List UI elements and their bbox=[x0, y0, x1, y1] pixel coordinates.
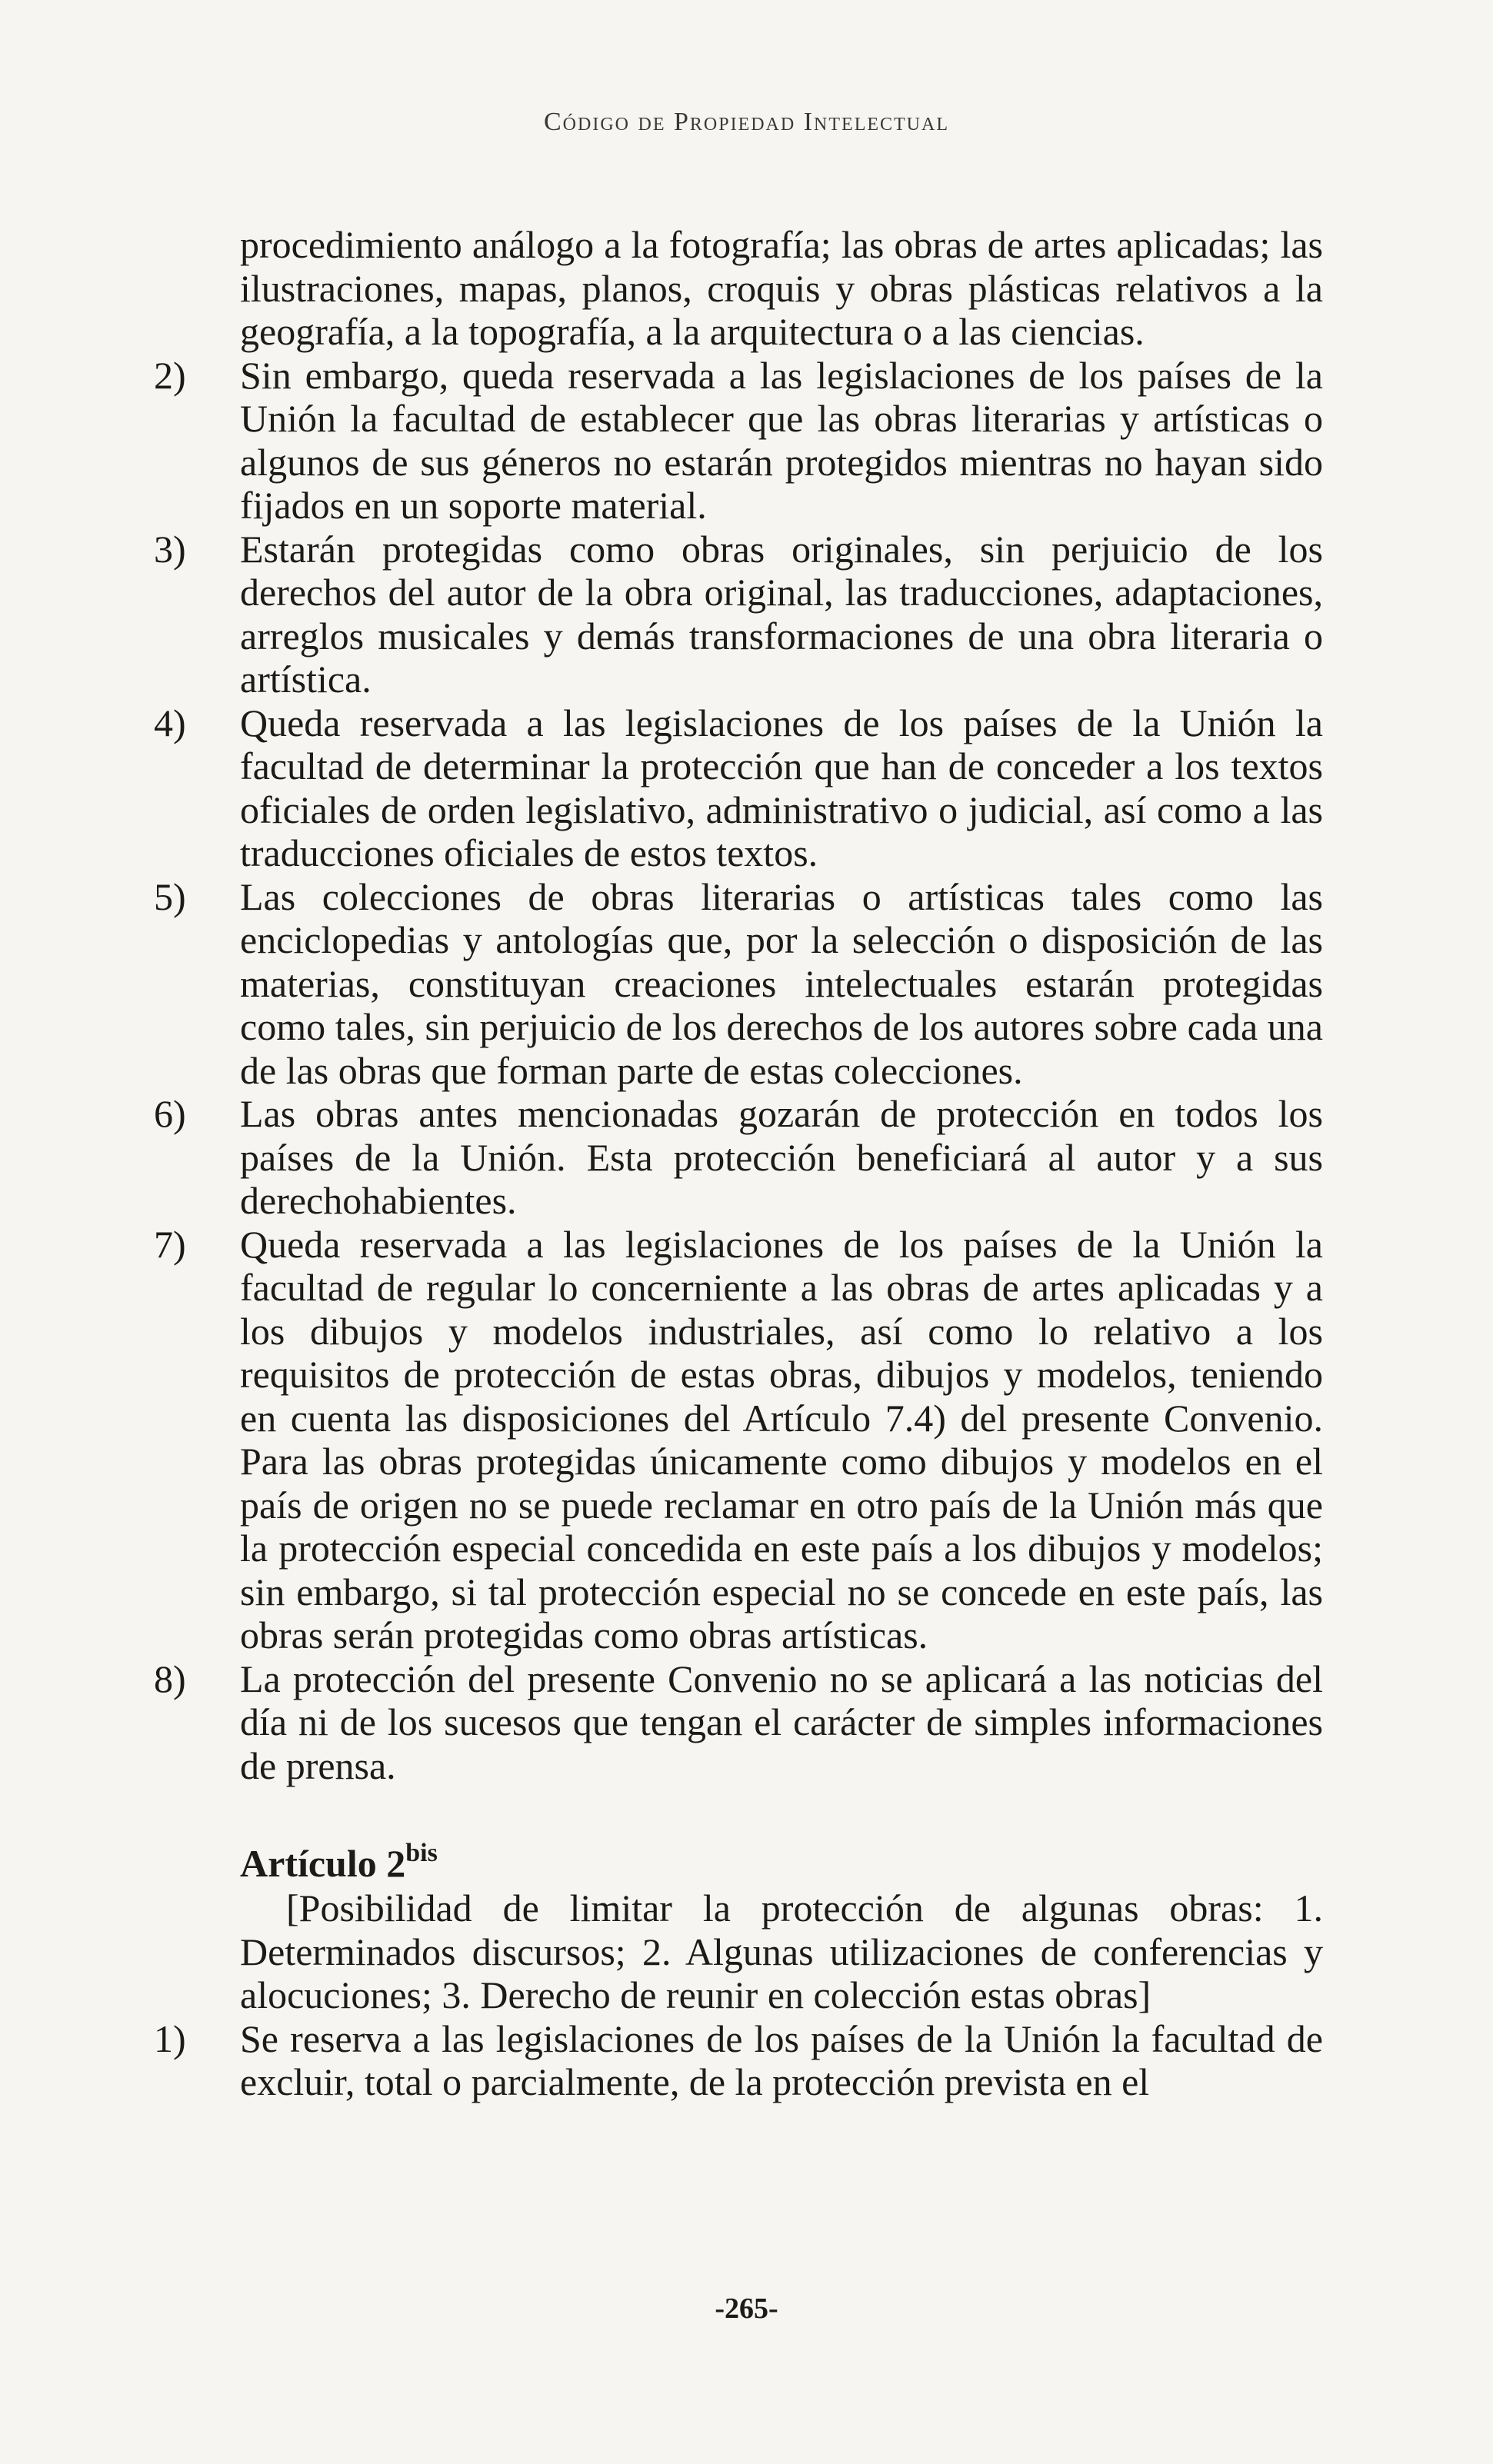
item-text: Las obras antes mencionadas gozarán de protección en todos los países de la Unión. Esta protección beneficiará al autor y a sus derechohabientes. bbox=[240, 1092, 1323, 1222]
list-item bbox=[154, 1657, 1323, 1788]
item-number: 3) bbox=[154, 527, 186, 571]
page-number: -265- bbox=[715, 2293, 778, 2325]
list-item bbox=[154, 2017, 1323, 2104]
article-title: Artículo 2 bbox=[240, 1842, 406, 1885]
item-number: 4) bbox=[154, 701, 186, 744]
item-number: 5) bbox=[154, 874, 186, 918]
article-summary: [Posibilidad de limitar la protección de algunas obras: 1. Determinados discursos; 2. Algunas utilizaciones de conferencias y alocuciones; 3. Derecho de reunir en colección estas obras] bbox=[240, 1886, 1323, 2016]
list-item bbox=[154, 1092, 1323, 1223]
item-text: Estarán protegidas como obras originales, sin perjuicio de los derechos del autor de la obra original, las traducciones, adaptaciones, arreglos musicales y demás transformaciones de una obra literaria o artística. bbox=[240, 527, 1323, 701]
item-text: Se reserva a las legislaciones de los países de la Unión la facultad de excluir, total o parcialmente, de la protección prevista en el bbox=[240, 2016, 1323, 2103]
item-text: La protección del presente Convenio no se aplicará a las noticias del día ni de los sucesos que tengan el carácter de simples informaciones de prensa. bbox=[240, 1657, 1323, 1787]
list-item bbox=[154, 1223, 1323, 1657]
item-number: 2) bbox=[154, 353, 186, 397]
running-header: Código de Propiedad Intelectual bbox=[543, 108, 950, 136]
article-title-suffix: bis bbox=[405, 1839, 438, 1867]
list-item bbox=[154, 701, 1323, 875]
item-number: 8) bbox=[154, 1657, 186, 1700]
list-item bbox=[154, 528, 1323, 701]
item-text: Queda reservada a las legislaciones de los países de la Unión la facultad de regular lo concerniente a las obras de artes aplicadas y a los dibujos y modelos industriales, así como lo relativo a los requisitos de protección de estas obras, dibujos y modelos, teniendo en cuenta las disposiciones del Artículo 7.4) del presente Convenio. Para las obras protegidas únicamente como dibujos y modelos en el país de origen no se puede reclamar en otro país de la Unión más que la protección especial concedida en este país a los dibujos y modelos; sin embargo, si tal protección especial no se concede en este país, las obras serán protegidas como obras artísticas. bbox=[240, 1222, 1323, 1657]
list-item bbox=[154, 875, 1323, 1093]
item-number: 1) bbox=[154, 2016, 186, 2060]
item-text: Queda reservada a las legislaciones de los países de la Unión la facultad de determinar la protección que han de conceder a los textos oficiales de orden legislativo, administrativo o judicial, así como a las traducciones oficiales de estos textos. bbox=[240, 701, 1323, 874]
item-text: Las colecciones de obras literarias o artísticas tales como las enciclopedias y antologías que, por la selección o disposición de las materias, constituyan creaciones intelectuales estarán protegidas como tales, sin perjuicio de los derechos de los autores sobre cada una de las obras que forman parte de estas colecciones. bbox=[240, 874, 1323, 1092]
continuation-paragraph: procedimiento análogo a la fotografía; las obras de artes aplicadas; las ilustraciones, mapas, planos, croquis y obras plásticas relativos a la geografía, a la topografía, a la arquitectura o a las ciencias. bbox=[240, 223, 1323, 353]
item-text: Sin embargo, queda reservada a las legislaciones de los países de la Unión la facultad de establecer que las obras literarias y artísticas o algunos de sus géneros no estarán protegidos mientras no hayan sido fijados en un soporte material. bbox=[240, 353, 1323, 527]
item-number: 6) bbox=[154, 1092, 186, 1135]
article-heading bbox=[154, 1830, 1323, 1886]
list-item bbox=[154, 354, 1323, 528]
item-number: 7) bbox=[154, 1222, 186, 1266]
body-text bbox=[154, 223, 1323, 2104]
